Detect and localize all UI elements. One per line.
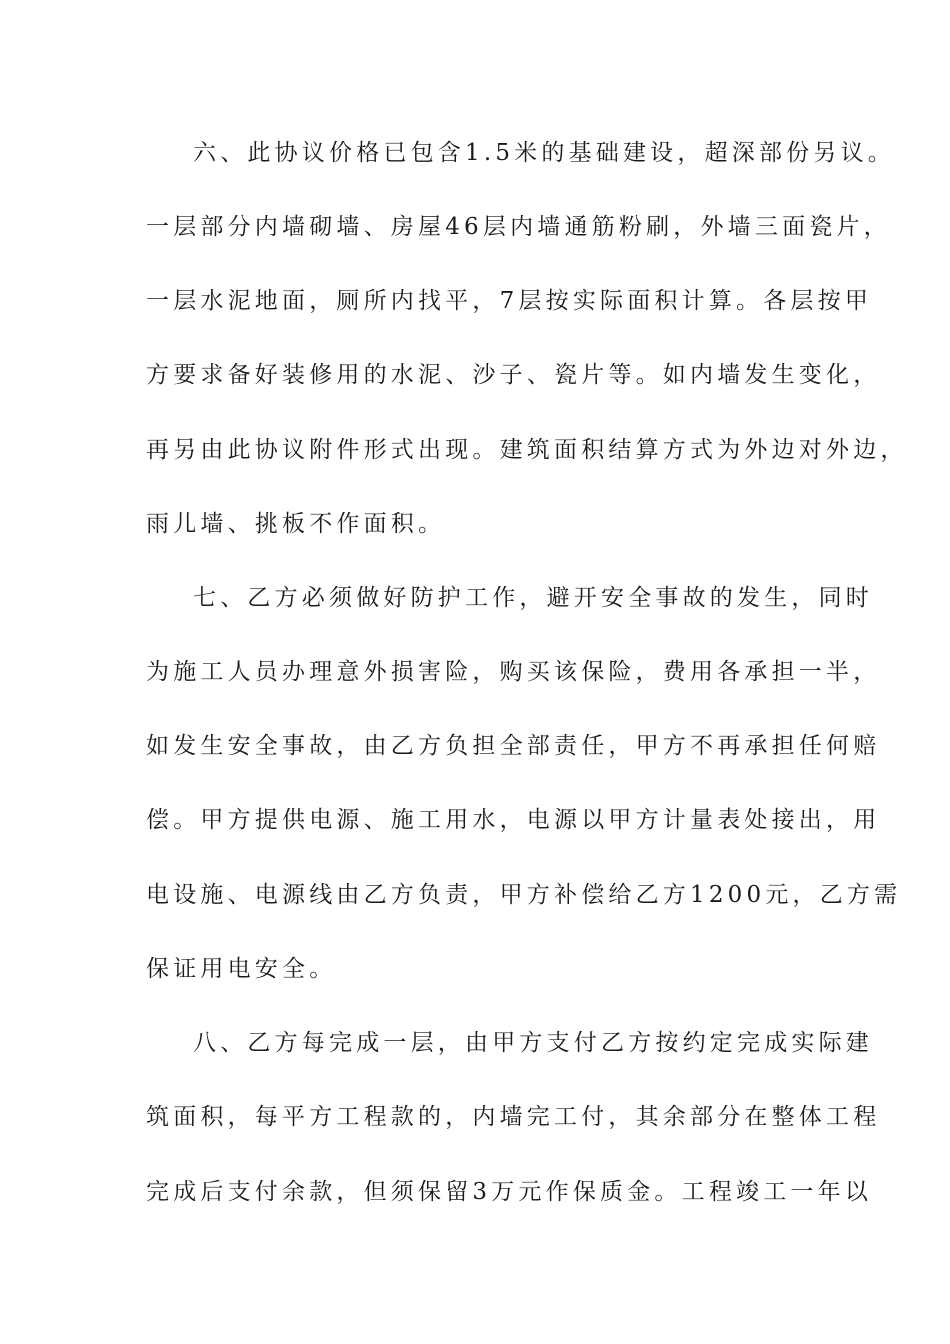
paragraph-6-line-1: 六、此协议价格已包含1.5米的基础建设，超深部份另议。 bbox=[193, 140, 895, 166]
paragraph-8-line-1: 八、乙方每完成一层，由甲方支付乙方按约定完成实际建 bbox=[193, 1030, 873, 1056]
paragraph-7-line-1: 七、乙方必须做好防护工作，避开安全事故的发生，同时 bbox=[193, 585, 873, 611]
paragraph-7-line-6: 保证用电安全。 bbox=[146, 956, 337, 982]
paragraph-6-line-4: 方要求备好装修用的水泥、沙子、瓷片等。如内墙发生变化， bbox=[146, 362, 881, 388]
paragraph-7-line-3: 如发生安全事故，由乙方负担全部责任，甲方不再承担任何赔 bbox=[146, 733, 881, 759]
paragraph-7-line-2: 为施工人员办理意外损害险，购买该保险，费用各承担一半， bbox=[146, 659, 881, 685]
paragraph-7-line-4: 偿。甲方提供电源、施工用水，电源以甲方计量表处接出，用 bbox=[146, 807, 881, 833]
paragraph-8-line-2: 筑面积，每平方工程款的，内墙完工付，其余部分在整体工程 bbox=[146, 1104, 881, 1130]
paragraph-8-line-3: 完成后支付余款，但须保留3万元作保质金。工程竣工一年以 bbox=[146, 1179, 873, 1205]
paragraph-6-line-2: 一层部分内墙砌墙、房屋46层内墙通筋粉刷，外墙三面瓷片， bbox=[146, 214, 891, 240]
paragraph-6-line-5: 再另由此协议附件形式出现。建筑面积结算方式为外边对外边， bbox=[146, 437, 908, 463]
paragraph-7-line-5: 电设施、电源线由乙方负责，甲方补偿给乙方1200元，乙方需 bbox=[146, 882, 902, 908]
paragraph-6-line-3: 一层水泥地面，厕所内找平，7层按实际面积计算。各层按甲 bbox=[146, 288, 873, 314]
paragraph-6-line-6: 雨儿墙、挑板不作面积。 bbox=[146, 511, 446, 537]
